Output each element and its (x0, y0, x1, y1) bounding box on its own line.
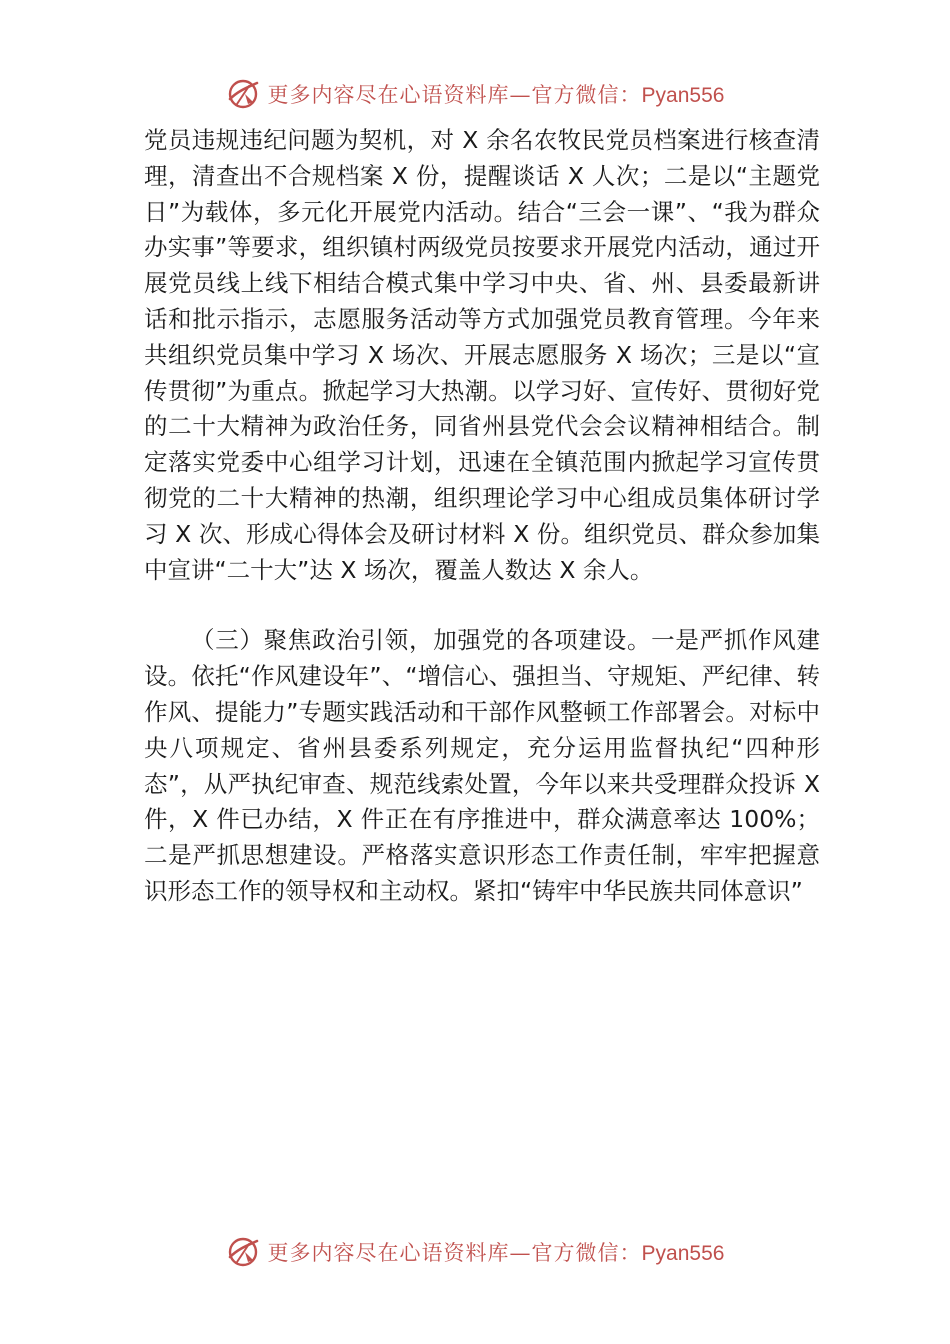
watermark-wechat-id: Pyan556 (641, 1242, 725, 1265)
watermark-wechat-id: Pyan556 (641, 84, 725, 107)
brand-logo-icon (226, 77, 260, 111)
header-watermark (0, 74, 950, 114)
paragraph-1: 党员违规违纪问题为契机，对 X 余名农牧民党员档案进行核查清理，清查出不合规档案 X 份，提醒谈话 X 人次；二是以“主题党日”为载体，多元化开展党内活动。结合“三会一课”、“我为群众办实事”等要求，组织镇村两级党员按要求开展党内活动，通过开展党员线上线下相结合模式集中学习中央、省、州、县委最新讲话和批示指示，志愿服务活动等方式加强党员教育管理。今年来共组织党员集中学习 X 场次、开展志愿服务 X 场次；三是以“宣传贯彻”为重点。掀起学习大热潮。以学习好、宣传好、贯彻好党的二十大精神为政治任务，同省州县党代会会议精神相结合。制定落实党委中心组学习计划，迅速在全镇范围内掀起学习宣传贯彻党的二十大精神的热潮，组织理论学习中心组成员集体研讨学习 X 次、形成心得体会及研讨材料 X 份。组织党员、群众参加集中宣讲“二十大”达 X 场次，覆盖人数达 X 余人。 (144, 126, 820, 584)
watermark-text (268, 1237, 725, 1267)
footer-watermark (0, 1232, 950, 1272)
document-body (144, 123, 820, 910)
watermark-prefix: 更多内容尽在心语资料库—官方微信： (267, 83, 642, 107)
watermark-text (268, 79, 725, 109)
watermark-prefix: 更多内容尽在心语资料库—官方微信： (267, 1241, 642, 1265)
paragraph-2: （三）聚焦政治引领，加强党的各项建设。一是严抓作风建设。依托“作风建设年”、“增信心、强担当、守规矩、严纪律、转作风、提能力”专题实践活动和干部作风整顿工作部署会。对标中央八项规定、省州县委系列规定，充分运用监督执纪“四种形态”，从严执纪审查、规范线索处置，今年以来共受理群众投诉 X 件，X 件已办结，X 件正在有序推进中，群众满意率达 100%；二是严抓思想建设。严格落实意识形态工作责任制，牢牢把握意识形态工作的领导权和主动权。紧扣“铸牢中华民族共同体意识” (144, 626, 820, 905)
brand-logo-icon (226, 1235, 260, 1269)
